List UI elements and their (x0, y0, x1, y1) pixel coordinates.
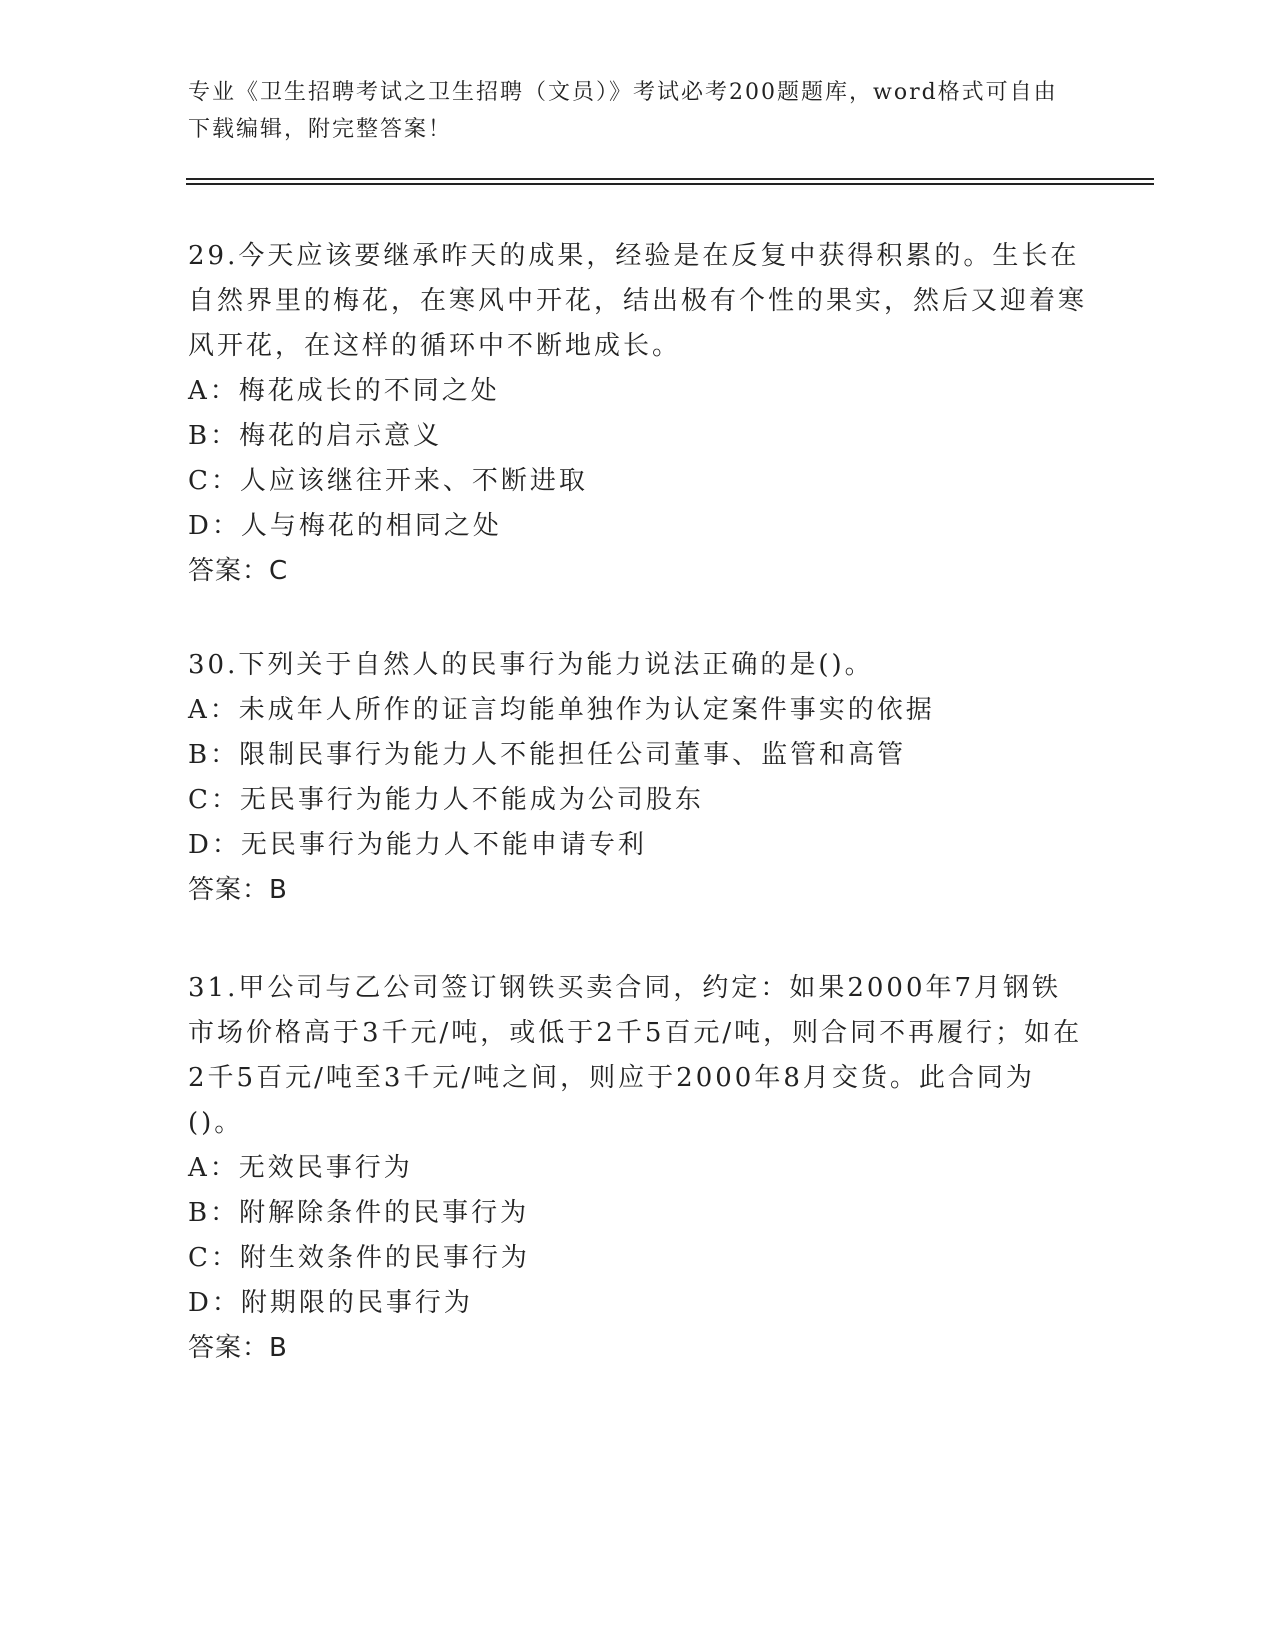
question-31 (188, 966, 1088, 1371)
option-c: C：无民事行为能力人不能成为公司股东 (188, 785, 704, 815)
header-divider-bottom (186, 183, 1154, 185)
question-stem: 31.甲公司与乙公司签订钢铁买卖合同，约定：如果2000年7月钢铁市场价格高于3千元/吨，或低于2千5百元/吨，则合同不再履行；如在2千5百元/吨至3千元/吨之间，则应于2000年8月交货。此合同为()。 (188, 973, 1083, 1138)
header-divider-top (186, 178, 1154, 180)
option-d: D：附期限的民事行为 (188, 1288, 473, 1318)
option-a: A：无效民事行为 (188, 1153, 413, 1183)
question-30 (188, 643, 1088, 913)
question-stem: 30.下列关于自然人的民事行为能力说法正确的是()。 (188, 650, 874, 680)
answer-label: 答案：B (188, 875, 288, 905)
option-c: C：人应该继往开来、不断进取 (188, 466, 588, 496)
option-a: A：未成年人所作的证言均能单独作为认定案件事实的依据 (188, 695, 935, 725)
answer-label: 答案：B (188, 1333, 288, 1363)
option-d: D：无民事行为能力人不能申请专利 (188, 830, 647, 860)
document-header: 专业《卫生招聘考试之卫生招聘（文员）》考试必考200题题库，word格式可自由下载编辑，附完整答案！ (188, 80, 1058, 142)
question-29 (188, 234, 1088, 594)
option-c: C：附生效条件的民事行为 (188, 1243, 530, 1273)
option-b: B：附解除条件的民事行为 (188, 1198, 530, 1228)
option-b: B：限制民事行为能力人不能担任公司董事、监管和高管 (188, 740, 907, 770)
answer-label: 答案：C (188, 556, 289, 586)
option-a: A：梅花成长的不同之处 (188, 376, 500, 406)
option-b: B：梅花的启示意义 (188, 421, 443, 451)
option-d: D：人与梅花的相同之处 (188, 511, 502, 541)
question-stem: 29.今天应该要继承昨天的成果，经验是在反复中获得积累的。生长在自然界里的梅花，在寒风中开花，结出极有个性的果实，然后又迎着寒风开花，在这样的循环中不断地成长。 (188, 241, 1088, 361)
